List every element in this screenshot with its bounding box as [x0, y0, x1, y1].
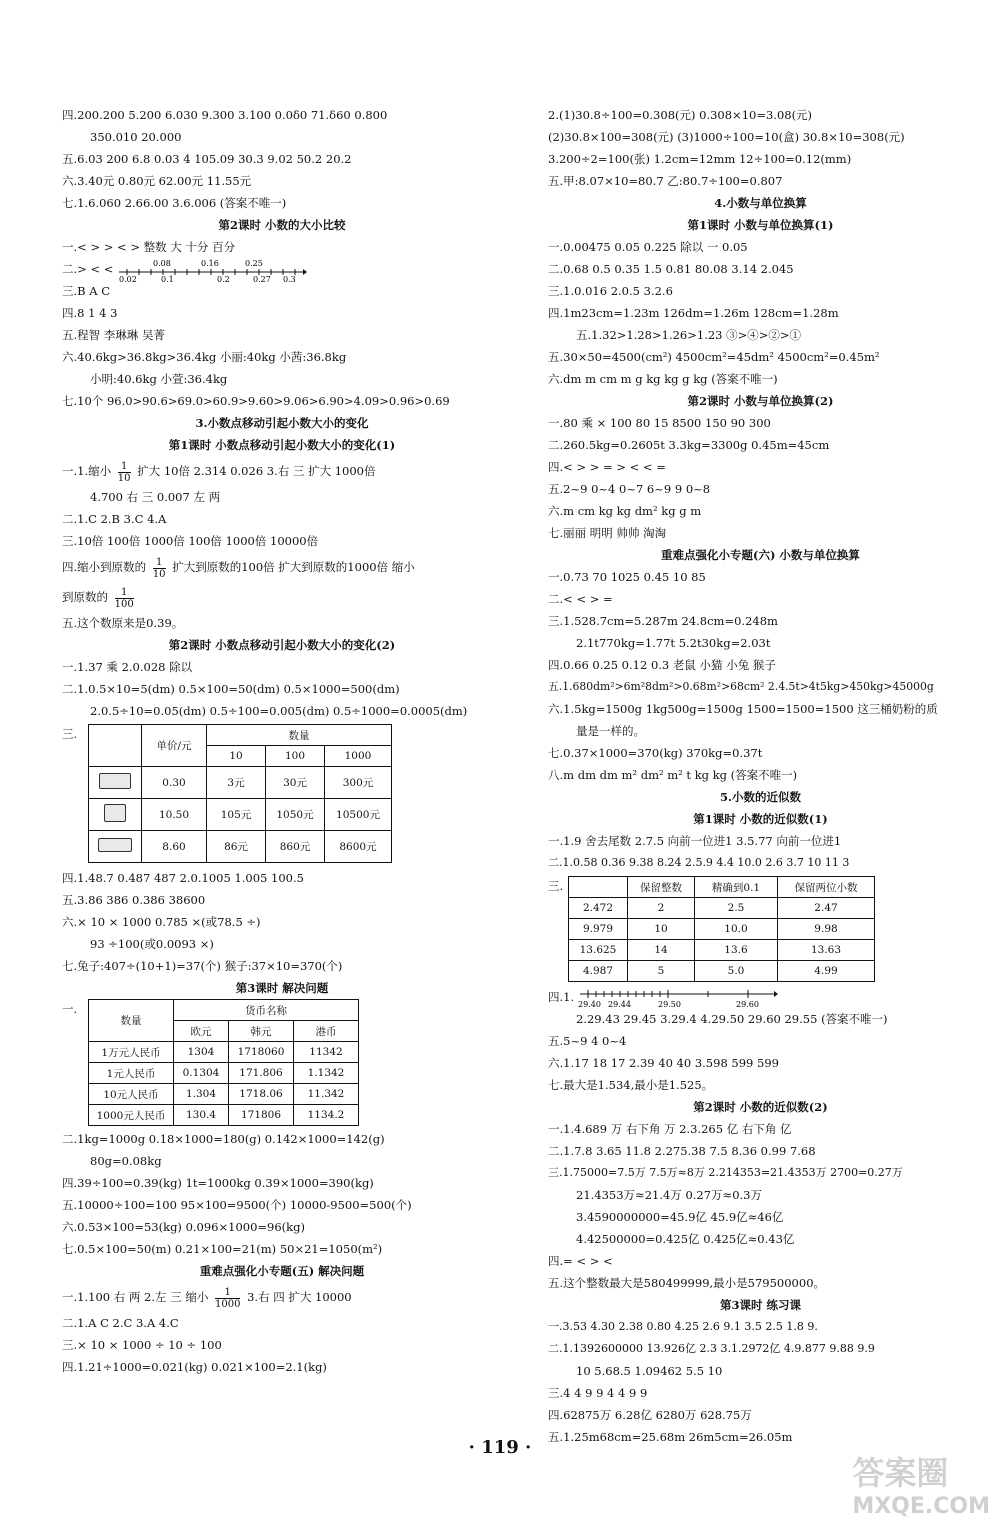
- table-cell: 11.342: [294, 1084, 359, 1105]
- answer-line: 五.这个整数最大是580499999,最小是579500000。: [548, 1276, 826, 1290]
- answer-line: 一.1.37 乘 2.0.028 除以: [62, 660, 193, 674]
- fraction-numerator: 1: [118, 461, 131, 473]
- fraction-numerator: 1: [215, 1287, 240, 1299]
- table-cell: 1134.2: [294, 1105, 359, 1126]
- answer-line: 三.B A C: [62, 284, 111, 298]
- numline-label-bottom: 0.02: [119, 275, 137, 282]
- answer-line: 七.兔子:407÷(10+1)=37(个) 猴子:37×10=370(个): [62, 959, 343, 973]
- answer-line: 六.× 10 × 1000 0.785 ×(或78.5 ÷): [62, 915, 261, 929]
- numline-label-bottom: 0.2: [217, 275, 230, 282]
- table-header: 100: [266, 746, 325, 767]
- lesson-heading: 第2课时 小数的大小比较: [218, 218, 346, 232]
- table-header: 精确到0.1: [695, 877, 778, 898]
- answer-line: 四.62875万 6.28亿 6280万 628.75万: [548, 1408, 752, 1422]
- currency-table-block: [62, 999, 502, 1126]
- table-cell: 171.806: [229, 1063, 294, 1084]
- table-cell: 105元: [207, 799, 266, 831]
- answer-line: 二.< < > =: [548, 592, 613, 606]
- fraction-denominator: 10: [152, 568, 166, 580]
- answer-line: 3.200÷2=100(张) 1.2cm=12mm 12÷100=0.12(mm): [548, 152, 852, 166]
- numline-label-bottom: 0.1: [161, 275, 174, 282]
- fraction: [118, 461, 131, 484]
- answer-line: [62, 582, 502, 612]
- answer-text: 一.1.缩小: [62, 464, 112, 478]
- table-cell: 3元: [207, 767, 266, 799]
- lesson-heading: 重难点强化小专题(六) 小数与单位换算: [661, 548, 860, 562]
- fraction-numerator: 1: [115, 587, 134, 599]
- table-cell: 0.30: [142, 767, 207, 799]
- table-header: 欧元: [174, 1021, 229, 1042]
- table-cell: 86元: [207, 831, 266, 863]
- answer-line: 四.8 1 4 3: [62, 306, 118, 320]
- answer-line: 三.4 4 9 9 4 4 9 9: [548, 1386, 648, 1400]
- table-cell: 2.47: [778, 898, 875, 919]
- table-cell: 8600元: [325, 831, 392, 863]
- answer-line: (2)30.8×100=308(元) (3)1000÷100=10(盒) 30.8×10=308(元): [548, 130, 905, 144]
- answer-line: 四.1.48.7 0.487 487 2.0.1005 1.005 100.5: [62, 871, 304, 885]
- table-cell: 30元: [266, 767, 325, 799]
- table-cell: 4.987: [569, 961, 628, 982]
- answer-line: 六.m cm kg kg dm² kg g m: [548, 504, 702, 518]
- answer-line: 七.0.5×100=50(m) 0.21×100=21(m) 50×21=1050(m²): [62, 1242, 383, 1256]
- table-cell: 13.6: [695, 940, 778, 961]
- answer-text: 四.缩小到原数的: [62, 560, 147, 574]
- answer-line: 二.1.A C 2.C 3.A 4.C: [62, 1316, 179, 1330]
- table-cell: 1000元人民币: [89, 1105, 174, 1126]
- answer-line: 六.dm m cm m g kg kg g kg (答案不唯一): [548, 372, 778, 386]
- table-cell: 13.625: [569, 940, 628, 961]
- number-line-figure: [117, 258, 307, 282]
- answer-line: 四.39÷100=0.39(kg) 1t=1000kg 0.39×1000=390(kg): [62, 1176, 374, 1190]
- answer-text: 扩大 10倍 2.314 0.026 3.右 三 扩大 1000倍: [137, 464, 376, 478]
- answer-line: 五.1.32>1.28>1.26>1.23 ③>④>②>①: [576, 328, 802, 342]
- table-cell: 171806: [229, 1105, 294, 1126]
- answer-line: 八.m dm dm m² dm² m² t kg kg (答案不唯一): [548, 768, 798, 782]
- answer-line: 4.42500000=0.425亿 0.425亿≈0.43亿: [576, 1232, 795, 1246]
- answer-line: 93 ÷100(或0.0093 ×): [90, 937, 214, 951]
- answer-line: 四.< > > = > < < =: [548, 460, 666, 474]
- answer-line: 一.1.4.689 万 右下角 万 2.3.265 亿 右下角 亿: [548, 1122, 792, 1136]
- answer-line: 二.1.1392600000 13.926亿 2.3 3.1.2972亿 4.9.877 9.88 9.9: [548, 1342, 875, 1355]
- answer-prefix: 四.1.: [548, 990, 575, 1004]
- fraction: [153, 557, 166, 580]
- answer-line: [62, 258, 502, 280]
- table-cell: 13.63: [778, 940, 875, 961]
- numline-label: 29.44: [607, 1000, 631, 1009]
- table-cell: 10.0: [695, 919, 778, 940]
- answer-line: 二.260.5kg=0.2605t 3.3kg=3300g 0.45m=45cm: [548, 438, 830, 452]
- fraction: [215, 1287, 240, 1310]
- answer-line: 六.1.5kg=1500g 1kg500g=1500g 1500=1500=1500 这三桶奶粉的质: [548, 702, 938, 716]
- price-table: [88, 724, 392, 863]
- numline-label: 29.60: [735, 1000, 759, 1009]
- table-header: 韩元: [229, 1021, 294, 1042]
- answer-line: 七.丽丽 明明 帅帅 淘淘: [548, 526, 667, 540]
- answer-line: 六.1.17 18 17 2.39 40 40 3.598 599 599: [548, 1056, 779, 1070]
- table-cell: 1.1342: [294, 1063, 359, 1084]
- table-cell: 10: [628, 919, 695, 940]
- lesson-heading: 第2课时 小数点移动引起小数大小的变化(2): [168, 638, 396, 652]
- table-cell: 2: [628, 898, 695, 919]
- answer-prefix: 一.: [62, 1002, 78, 1016]
- table-cell: 2.5: [695, 898, 778, 919]
- answer-line: 五.甲:8.07×10=80.7 乙:80.7÷100=0.807: [548, 174, 783, 188]
- table-cell: 1.304: [174, 1084, 229, 1105]
- table-cell: 10.50: [142, 799, 207, 831]
- watermark-url: MXQE.COM: [852, 1494, 990, 1519]
- answer-prefix: 三.: [62, 727, 78, 741]
- answer-text: 3.右 四 扩大 10000: [247, 1290, 352, 1304]
- answer-line: [62, 456, 502, 486]
- answer-line: 五.1.25m68cm=25.68m 26m5cm=26.05m: [548, 1430, 793, 1444]
- table-header: 货币名称: [174, 1000, 359, 1021]
- answer-line: 一.0.73 70 1025 0.45 10 85: [548, 570, 706, 584]
- answer-line: 2.1t770kg=1.77t 5.2t30kg=2.03t: [576, 636, 771, 650]
- numline-label-top: 0.25: [245, 259, 263, 268]
- answer-prefix: 二.> < <: [62, 262, 114, 276]
- answer-line: 五.5~9 4 0~4: [548, 1034, 627, 1048]
- answer-line: 一.< > > < > 整数 大 十分 百分: [62, 240, 236, 254]
- table-cell: 860元: [266, 831, 325, 863]
- table-header: 数量: [207, 725, 392, 746]
- rounding-table-block: [548, 876, 973, 982]
- shoe-icon: [89, 831, 142, 863]
- fraction-numerator: 1: [153, 557, 166, 569]
- answer-line: 10 5.68.5 1.09462 5.5 10: [576, 1364, 723, 1378]
- section-heading: 4.小数与单位换算: [714, 196, 807, 210]
- table-cell: 1050元: [266, 799, 325, 831]
- table-header: 保留整数: [628, 877, 695, 898]
- numline-label-bottom: 0.3: [283, 275, 296, 282]
- lesson-heading: 第2课时 小数的近似数(2): [693, 1100, 828, 1114]
- answer-text: 一.1.100 右 两 2.左 三 缩小: [62, 1290, 209, 1304]
- answer-line: 四.= < > <: [548, 1254, 613, 1268]
- answer-line: 二.1.0.58 0.36 9.38 8.24 2.5.9 4.4 10.0 2.6 3.7 10 11 3: [548, 856, 850, 869]
- answer-line: 二.0.68 0.5 0.35 1.5 0.81 80.08 3.14 2.045: [548, 262, 794, 276]
- answer-line: 一.1.9 舍去尾数 2.7.5 向前一位进1 3.5.77 向前一位进1: [548, 834, 842, 848]
- answer-line: 2.0.5÷10=0.05(dm) 0.5÷100=0.005(dm) 0.5÷1000=0.0005(dm): [90, 704, 468, 718]
- answer-line: 七.10个 96.0>90.6>69.0>60.9>9.60>9.06>6.90>4.09>0.96>0.69: [62, 394, 450, 408]
- answer-line: 三.10倍 100倍 1000倍 100倍 1000倍 10000倍: [62, 534, 319, 548]
- answer-line: 五.10000÷100=100 95×100=9500(个) 10000-9500=500(个): [62, 1198, 412, 1212]
- currency-table: [88, 999, 359, 1126]
- answer-line: 三.× 10 × 1000 ÷ 10 ÷ 100: [62, 1338, 222, 1352]
- table-header: 保留两位小数: [778, 877, 875, 898]
- answer-line: 80g=0.08kg: [90, 1154, 162, 1168]
- answer-line: 五.2~9 0~4 0~7 6~9 9 0~8: [548, 482, 711, 496]
- table-cell: 10元人民币: [89, 1084, 174, 1105]
- table-cell: 2.472: [569, 898, 628, 919]
- answer-text: 到原数的: [62, 590, 108, 604]
- answer-line: 三.1.75000=7.5万 7.5万≈8万 2.214353=21.4353万 2700=0.27万: [548, 1166, 903, 1179]
- answer-line: 五.这个数原来是0.39。: [62, 616, 184, 630]
- table-cell: [89, 725, 142, 767]
- right-column: [548, 104, 973, 1448]
- answer-line: 四.200.200 5.200 6.030 9.300 3.100 0.0δ0 71.δ60 0.800: [62, 108, 388, 122]
- watermark-logo: [852, 1448, 990, 1519]
- answer-line: [62, 1282, 502, 1312]
- table-cell: 1718.06: [229, 1084, 294, 1105]
- answer-line: [548, 986, 973, 1008]
- answer-line: 五.1.680dm²>6m²8dm²>0.68m²>68cm² 2.4.5t>4t5kg>450kg>45000g: [548, 680, 934, 693]
- answer-line: 量是一样的。: [576, 724, 645, 738]
- answer-prefix: 三.: [548, 879, 564, 893]
- table-cell: 300元: [325, 767, 392, 799]
- lesson-heading: 第3课时 解决问题: [235, 981, 329, 995]
- answer-line: 4.700 右 三 0.007 左 两: [90, 490, 221, 504]
- table-header: 1000: [325, 746, 392, 767]
- table-header: [569, 877, 628, 898]
- table-cell: 10500元: [325, 799, 392, 831]
- answer-line: 五.6.03 200 6.8 0.03 4 105.09 30.3 9.02 50.2 20.2: [62, 152, 352, 166]
- answer-line: 三.1.528.7cm=5.287m 24.8cm=0.248m: [548, 614, 778, 628]
- answer-line: 六.3.40元 0.80元 62.00元 11.55元: [62, 174, 252, 188]
- answer-line: 一.0.00475 0.05 0.225 除以 一 0.05: [548, 240, 748, 254]
- table-cell: 1万元人民币: [89, 1042, 174, 1063]
- table-header: 数量: [89, 1000, 174, 1042]
- lesson-heading: 第1课时 小数与单位换算(1): [687, 218, 834, 232]
- toy-car-icon: [89, 799, 142, 831]
- lesson-heading: 第3课时 练习课: [719, 1298, 801, 1312]
- table-cell: 14: [628, 940, 695, 961]
- answer-line: 四.0.66 0.25 0.12 0.3 老鼠 小猫 小兔 猴子: [548, 658, 776, 672]
- answer-text: 扩大到原数的100倍 扩大到原数的1000倍 缩小: [172, 560, 415, 574]
- answer-line: 三.1.0.016 2.0.5 3.2.6: [548, 284, 673, 298]
- answer-line: 七.1.6.060 2.66.00 3.6.006 (答案不唯一): [62, 196, 287, 210]
- answer-line: 七.最大是1.534,最小是1.525。: [548, 1078, 714, 1092]
- answer-line: 小明:40.6kg 小萱:36.4kg: [90, 372, 228, 386]
- table-cell: 8.60: [142, 831, 207, 863]
- lesson-heading: 第1课时 小数点移动引起小数大小的变化(1): [168, 438, 396, 452]
- table-header: 港币: [294, 1021, 359, 1042]
- rounding-table: [568, 876, 875, 982]
- answer-line: 五.30×50=4500(cm²) 4500cm²=45dm² 4500cm²=0.45m²: [548, 350, 880, 364]
- answer-line: 二.1kg=1000g 0.18×1000=180(g) 0.142×1000=142(g): [62, 1132, 385, 1146]
- answer-line: [62, 552, 502, 582]
- lesson-heading: 重难点强化小专题(五) 解决问题: [199, 1264, 365, 1278]
- table-header: 单价/元: [142, 725, 207, 767]
- answer-line: 2.29.43 29.45 3.29.4 4.29.50 29.60 29.55 (答案不唯一): [576, 1012, 888, 1026]
- pencil-box-icon: [89, 767, 142, 799]
- answer-line: 六.0.53×100=53(kg) 0.096×1000=96(kg): [62, 1220, 305, 1234]
- answer-line: 四.1.21÷1000=0.021(kg) 0.021×100=2.1(kg): [62, 1360, 327, 1374]
- answer-line: 3.4590000000=45.9亿 45.9亿≈46亿: [576, 1210, 784, 1224]
- answer-line: 七.0.37×1000=370(kg) 370kg=0.37t: [548, 746, 763, 760]
- left-column: [62, 104, 502, 1378]
- table-cell: 1718060: [229, 1042, 294, 1063]
- table-cell: 1元人民币: [89, 1063, 174, 1084]
- answer-line: 21.4353万≈21.4万 0.27万≈0.3万: [576, 1188, 762, 1202]
- fraction-denominator: 10: [117, 472, 131, 484]
- table-header: 10: [207, 746, 266, 767]
- section-heading: 5.小数的近似数: [719, 790, 801, 804]
- lesson-heading: 第2课时 小数与单位换算(2): [687, 394, 834, 408]
- watermark-text: 答案圈: [852, 1454, 949, 1492]
- answer-line: 一.3.53 4.30 2.38 0.80 4.25 2.6 9.1 3.5 2.5 1.8 9.: [548, 1320, 818, 1333]
- numline-label: 29.50: [657, 1000, 681, 1009]
- numline-label: 29.40: [577, 1000, 601, 1009]
- answer-line: 2.(1)30.8÷100=0.308(元) 0.308×10=3.08(元): [548, 108, 813, 122]
- numline-label-top: 0.08: [153, 259, 171, 268]
- table-cell: 5.0: [695, 961, 778, 982]
- table-cell: 1304: [174, 1042, 229, 1063]
- numline-label-top: 0.16: [201, 259, 219, 268]
- number-line-figure: [578, 986, 778, 1010]
- fraction-denominator: 100: [114, 598, 134, 610]
- answer-line: 五.3.86 386 0.386 38600: [62, 893, 206, 907]
- table-cell: 9.98: [778, 919, 875, 940]
- numline-label-bottom: 0.27: [253, 275, 271, 282]
- lesson-heading: 第1课时 小数的近似数(1): [693, 812, 828, 826]
- table-cell: 11342: [294, 1042, 359, 1063]
- table-cell: 0.1304: [174, 1063, 229, 1084]
- answer-line: 四.1m23cm=1.23m 126dm=1.26m 128cm=1.28m: [548, 306, 839, 320]
- table-cell: 5: [628, 961, 695, 982]
- answer-line: 二.1.0.5×10=5(dm) 0.5×100=50(dm) 0.5×1000=500(dm): [62, 682, 400, 696]
- table-cell: 9.979: [569, 919, 628, 940]
- answer-line: 二.1.7.8 3.65 11.8 2.275.38 7.5 8.36 0.99 7.68: [548, 1144, 816, 1158]
- table-cell: 4.99: [778, 961, 875, 982]
- answer-line: 六.40.6kg>36.8kg>36.4kg 小丽:40kg 小茜:36.8kg: [62, 350, 347, 364]
- table-cell: 130.4: [174, 1105, 229, 1126]
- answer-line: 一.80 乘 × 100 80 15 8500 150 90 300: [548, 416, 771, 430]
- page-number: · 119 ·: [468, 1437, 532, 1458]
- answer-line: 二.1.C 2.B 3.C 4.A: [62, 512, 167, 526]
- price-table-block: [62, 724, 502, 863]
- fraction: [115, 587, 134, 610]
- answer-line: 350.010 20.000: [90, 130, 182, 144]
- section-heading: 3.小数点移动引起小数大小的变化: [195, 416, 369, 430]
- fraction-denominator: 1000: [214, 1298, 241, 1310]
- answer-line: 五.程智 李琳琳 吴菁: [62, 328, 165, 342]
